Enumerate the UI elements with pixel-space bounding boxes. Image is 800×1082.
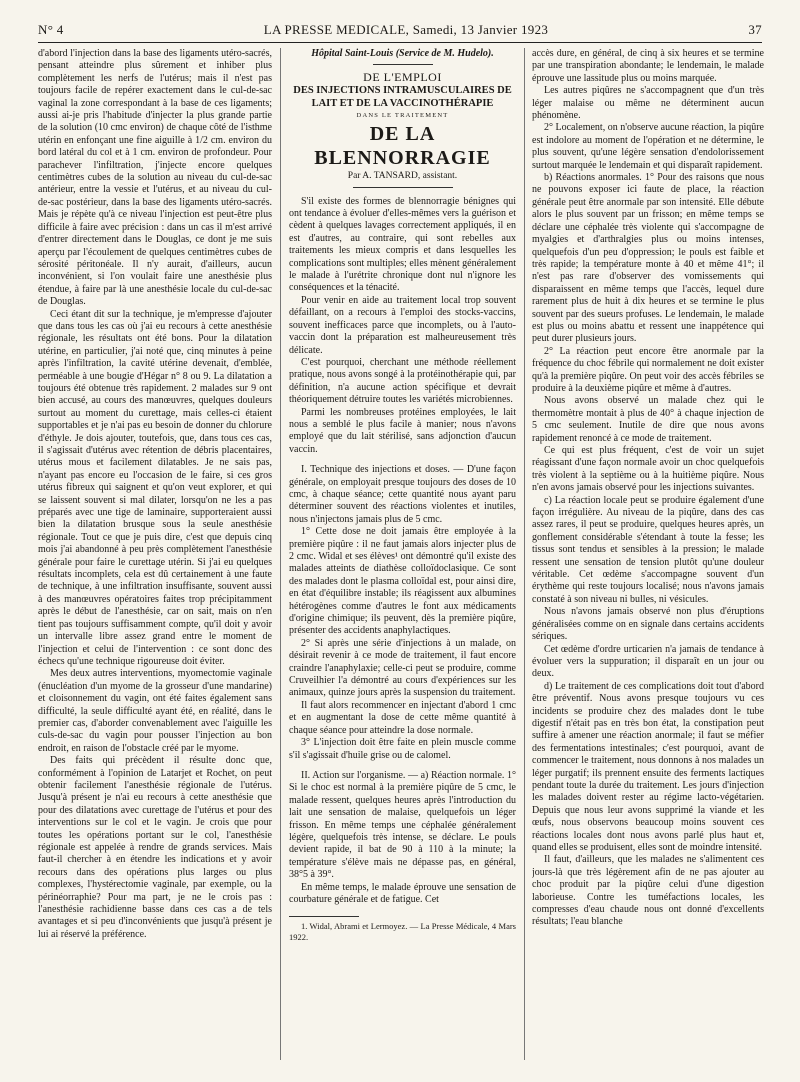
paragraph: Mes deux autres interventions, myomectomie vaginale (énucléation d'un myome de la grosseur d'une mandarine) et cloisonnement du vagin, ont été faites également sans difficulté, la seule difficulté ayant été, en réalité, dans le premier cas, d'aborder convenablement avec l'aiguille les culs-de-sac du vagin pour pousser l'injection au bon endroit, en raison de l'obstacle créé par le myome. bbox=[38, 668, 272, 754]
column-divider bbox=[524, 48, 525, 1060]
paragraph: d'abord l'injection dans la base des ligaments utéro-sacrés, pensant atteindre plus sûrement et inhiber plus complètement les nerfs de l'utérus; mais il n'est pas toujours facile de repérer exactement dans le cul-de-sac vaginal la zone correspondant à la base de ces ligaments; aussi ai-je pris l'habitude d'injecter la plus grande partie de la solution (10 cmc environ) de chaque côté de l'isthme utérin en enfonçant une fine aiguille à 1/2 cm. environ du bord latéral du col et à 1 cm. environ de profondeur. Pour parachever l'infiltration, j'injecte encore quelques centimètres cubes de la solution au niveau du cul-de-sac antérieur, entre la vessie et l'utérus, et au niveau du cul-de-sac postérieur, dans la base des ligaments utéro-sacrés. Mais je répète qu'à ce niveau l'injection est peut-être plus difficile à faire avec précision : dans un cas il m'est arrivé d'entrer directement dans le Douglas, ce dont je me suis aperçu par l'écoulement de quelques centimètres cubes de sérosité péritonéale. Il n'y aurait, d'ailleurs, aucun inconvénient, si l'on voulait faire une anesthésie plus étendue, à faire par là une anesthésie locale du cul-de-sac de Douglas. bbox=[38, 48, 272, 308]
journal-title: LA PRESSE MEDICALE, Samedi, 13 Janvier 1923 bbox=[263, 22, 549, 37]
section-technique: I. Technique des injections et doses. — D'une façon générale, on employait presque toujours des doses de 10 cmc, à chaque séance; cette quantité nous ayant paru déterminer souvent des réactions violentes et inutiles, nous n'injectons jamais plus de 5 cmc. bbox=[289, 464, 516, 525]
paragraph: S'il existe des formes de blennorragie bénignes qui ont tendance à évoluer d'elles-mêmes vers la guérison et cèdent à quelques lavages correctement appliqués, il en est d'autres, au contraire, qui sont rebelles aux traitements les mieux compris et dans lesquelles les complications sont multiples; elles mènent généralement le malade à l'urétrite chronique dont nul n'ignore les conséquences et la ténacité. bbox=[289, 195, 516, 294]
paragraph: 3° L'injection doit être faite en plein muscle comme s'il s'agissait d'huile grise ou de calomel. bbox=[289, 737, 516, 761]
hospital-line: Hôpital Saint-Louis (Service de M. Hudelo). bbox=[311, 48, 494, 59]
issue-number: N° 4 bbox=[38, 22, 64, 37]
paragraph: d) Le traitement de ces complications doit tout d'abord être préventif. Nous avons presque toujours vu ces incidents se produire chez des malades dont le tube digestif n'était pas en très bon état, la constipation peut suffire à amener une réaction anormale; il faut se méfier des fermentations intestinales; c'est pourquoi, avant de commencer le traitement, nous donnons à nos malades un léger purgatif; ils prennent ensuite des ferments lactiques pendant toute la durée du traitement. Les jours d'injection les malades doivent rester au régime lacto-végétarien. Depuis que nous leur avons supprimé la viande et les œufs, nous observons beaucoup moins souvent ces réactions locales dont nous avons parlé plus haut et, quand elles se produisent, elles sont de moindre intensité. bbox=[532, 680, 764, 853]
paragraph: 2° Si après une série d'injections à un malade, on désirait revenir à ce mode de traitement, il faut encore craindre l'anaphylaxie; celle-ci peut se produire, comme Cruveilhier l'a démontré au cours d'expériences sur les animaux, quinze jours après la suspension du traitement. bbox=[289, 637, 516, 699]
column-divider bbox=[280, 48, 281, 1060]
paragraph: Cet œdème d'ordre urticarien n'a jamais de tendance à évoluer vers la suppuration; il disparaît en un jour ou deux. bbox=[532, 643, 764, 680]
paragraph: Ceci étant dit sur la technique, je m'empresse d'ajouter que dans tous les cas où j'ai eu recours à cette anesthésie régionale, les résultats ont été bons. Pour la dilatation utérine, en particulier, j'ai noté que, cinq minutes à peine après l'infiltration, la cavité utérine devenait, d'emblée, perméable à une bougie d'Hégar n° 8 ou 9. La dilatation a toujours été obtenue très rapidement. 2 malades sur 9 ont bien accusé, au cours des manœuvres, quelques douleurs surtout au moment du curettage, mais celles-ci étaient supportables et je n'ai pas eu besoin de donner du chlorure d'éthyle. Je dois ajouter, toutefois, que, dans tous ces cas, il s'agissait d'utérus avec rétention de débris placentaires, utérus mous et facilement dilatables. Je ne sais pas, n'ayant pas encore eu l'occasion de le faire, si ces gros utérus fibreux qui saignent et qu'on veut explorer, et qui se laissent souvent si mal dilater, lorsqu'on ne les a pas préparés avec une tige de laminaire, supporteraient aussi bien la dilatation brusque sous la seule anesthésie régionale. Tout ce que je puis dire, c'est que depuis cinq mois j'ai abandonné à peu près complètement l'anesthésie générale pour faire le curettage utérin. Si j'ai eu quelques résultats incomplets, cela est dû certainement à une faute de technique, à une infiltration insuffisante, souvent aussi à des manœuvres opératoires faites trop précipitamment après le début de l'anesthésie, car on sait, mais on n'en tient pas toujours suffisamment compte, qu'il doit y avoir un intervalle libre assez grand entre le moment de l'injection et celui de l'intervention : ce sont donc des échecs qu'une technique rigoureuse doit éviter. bbox=[38, 308, 272, 667]
paragraph: C'est pourquoi, cherchant une méthode réellement pratique, nous avons songé à la protéinothérapie qui, par définition, n'a aucune action spécifique et devrait théoriquement détruire toutes les variétés microbiennes. bbox=[289, 356, 516, 406]
footnote: 1. Widal, Abrami et Lermoyez. — La Presse Médicale, 4 Mars 1922. bbox=[289, 921, 516, 943]
paragraph: 1° Cette dose ne doit jamais être employée à la première piqûre : il ne faut jamais alors injecter plus de 2 cmc. Widal et ses élèves¹ ont démontré qu'il existe des malades atteints de diathèse colloïdoclasique. Ce sont des malades dont le plasma colloïdal est, pour ainsi dire, en état d'équilibre instable; ils réagissent aux albumines hétérogènes comme d'autres le font aux médicaments d'origine chimique; ils peuvent, dès la première piqûre, présenter des accidents anaphylactiques. bbox=[289, 526, 516, 637]
paragraph: Nous n'avons jamais observé non plus d'éruptions généralisées comme on en signale dans certains accidents sériques. bbox=[532, 606, 764, 643]
column-middle bbox=[289, 48, 516, 1068]
header-rule bbox=[38, 42, 762, 43]
article-title-connector: DANS LE TRAITEMENT bbox=[356, 111, 449, 119]
column-left bbox=[38, 48, 272, 1068]
section-action: II. Action sur l'organisme. — a) Réaction normale. 1° Si le choc est normal à la première piqûre de 5 cmc, le malade ressent, quelques heures après l'introduction du lait une sensation de malaise, quelquefois un léger frisson. En même temps une céphalée généralement légère, quelquefois très intense, se déclare. Le pouls devient rapide, il bat de 90 à 110 à la minute; la température s'élève mais ne dépasse pas, en général, 38°5 à 39°. bbox=[289, 769, 516, 881]
article-author: Par A. TANSARD, assistant. bbox=[347, 171, 458, 182]
article-title-main-subject: DE LA BLENNORRAGIE bbox=[314, 123, 491, 170]
paragraph: Parmi les nombreuses protéines employées, le lait nous a semblé le plus facile à manier; nous n'avons employé que du lait stérilisé, sans adjonction d'aucun vaccin. bbox=[289, 406, 516, 455]
page-header bbox=[38, 22, 762, 40]
paragraph: accès dure, en général, de cinq à six heures et se termine par une transpiration abondante; le lendemain, le malade éprouve une lassitude plus ou moins marquée. bbox=[532, 48, 764, 84]
footnote-rule bbox=[289, 916, 359, 917]
paragraph: Il faut, d'ailleurs, que les malades ne s'alimentent ces jours-là que très légèrement afin de ne pas ajouter au choc produit par la piqûre celui d'une digestion laborieuse. Contre les tuméfactions locales, les compresses d'eau chaude nous ont donné d'excellents résultats; l'eau blanche bbox=[532, 854, 764, 928]
paragraph: Ce qui est plus fréquent, c'est de voir un sujet réagissant d'une façon normale avoir un choc quelquefois très violent à la septième ou à la huitième piqûre. Nous n'en avons jamais observé pour les injections suivantes. bbox=[532, 445, 764, 494]
paragraph: 2° Localement, on n'observe aucune réaction, la piqûre est indolore au moment de l'opération et ne détermine, le plus souvent, qu'une légère sensation d'endolorissement surtout marquée le lendemain et qui disparaît rapidement. bbox=[532, 122, 764, 171]
paragraph: 2° La réaction peut encore être anormale par la fréquence du choc fébrile qui normalement ne doit exister qu'à la première piqûre. On peut voir des accès fébriles se produire à la deuxième piqûre et même à d'autres. bbox=[532, 345, 764, 394]
article-title: DES INJECTIONS INTRAMUSCULAIRES DE LAIT ET DE LA VACCINOTHÉRAPIE bbox=[293, 84, 512, 109]
title-rule bbox=[373, 64, 433, 65]
article-title-prefix: DE L'EMPLOI bbox=[363, 70, 442, 85]
paragraph: Des faits qui précèdent il résulte donc que, conformément à l'opinion de Latarjet et Rochet, on peut obtenir facilement l'anesthésie régionale de l'utérus. Jusqu'à présent je n'ai eu recours à cette anesthésie que pour des dilatations avec curettage de l'utérus et pour des interventions sur le col et le vagin. Je crois que pour toutes les opérations portant sur le col, l'anesthésie régionale est appelée à rendre de grands services. Mais faut-il chercher à en étendre les indications et y avoir recours dans des opérations plus larges ou plus complexes, l'hystérectomie vaginale, par exemple, ou la périnéorraphie? Pour ma part, je ne le crois pas : l'anesthésie rachidienne basse dans ces cas a de tels avantages et si peu d'inconvénients que jusqu'à présent je lui ai réservé la préférence. bbox=[38, 755, 272, 940]
paragraph: En même temps, le malade éprouve une sensation de courbature générale et de fatigue. Cet bbox=[289, 881, 516, 905]
paragraph: Il faut alors recommencer en injectant d'abord 1 cmc et en augmentant la dose de cette même quantité à chaque séance pour atteindre la dose normale. bbox=[289, 699, 516, 736]
paragraph: Pour venir en aide au traitement local trop souvent défaillant, on a recours à l'emploi des stocks-vaccins, souvent inefficaces parce que incomplets, ou à l'auto-vaccin dont la préparation est malheureusement très délicate. bbox=[289, 294, 516, 356]
paragraph: Nous avons observé un malade chez qui le thermomètre montait à plus de 40° à chaque injection de 5 cmc seulement. Inutile de dire que nous avons rapidement renoncé à ce mode de traitement. bbox=[532, 395, 764, 444]
paragraph: b) Réactions anormales. 1° Pour des raisons que nous ne pouvons exposer ici faute de place, la réaction générale peut être anormale par son intensité. Elle débute alors le plus souvent par un frisson; en même temps se déclare une céphalée très violente qui s'accompagne de myalgies et d'arthralgies plus ou moins intenses, quelquefois d'un peu d'oppression; le pouls est faible et très rapide; la température monte à 40 et même 41°; il n'est pas rare d'observer des vomissements qui disparaissent en même temps que l'accès, lequel dure rarement plus de huit à dix heures et se termine le plus souvent par des sueurs profuses. Le lendemain, le malade est plus ou moins abattu et ressent une inappétence qui peut durer plusieurs jours. bbox=[532, 172, 764, 345]
column-right bbox=[532, 48, 764, 1068]
author-rule bbox=[353, 187, 453, 188]
paragraph: Les autres piqûres ne s'accompagnent que d'un très léger malaise ou même ne déterminent aucun phénomène. bbox=[532, 85, 764, 122]
page-number: 37 bbox=[748, 22, 762, 37]
paragraph: c) La réaction locale peut se produire également d'une façon irrégulière. Au niveau de la piqûre, dans des cas assez rares, il peut se produire, quelques heures après, un gonflement considérable s'étendant à toute la fesse; les tissus sont tendus et sensibles à la pression; le malade ressent une sensation de tension plutôt qu'une douleur véritable. Cet œdème s'accompagne souvent d'un érythème qui reste toujours localisé; nous n'avons jamais constaté à son niveau ni bulles, ni vésicules. bbox=[532, 494, 764, 605]
